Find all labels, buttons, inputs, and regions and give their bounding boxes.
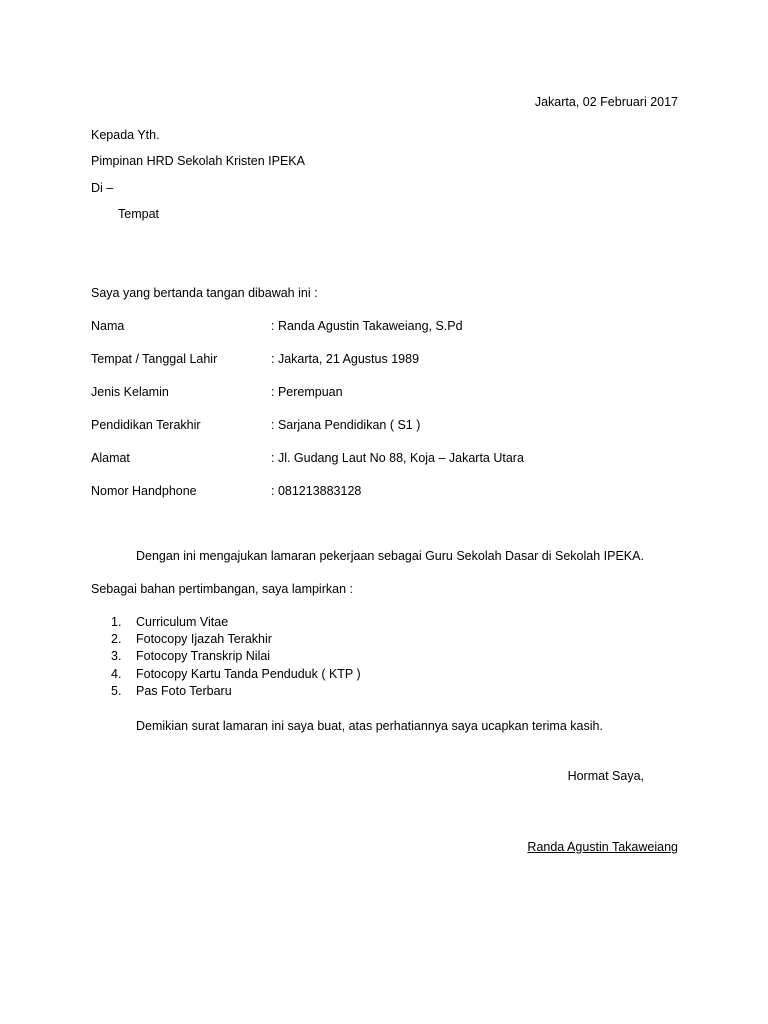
field-value-handphone: : 081213883128 [271, 484, 362, 498]
signature-name: Randa Agustin Takaweiang [527, 840, 678, 854]
attachments-intro: Sebagai bahan pertimbangan, saya lampirkan : [91, 582, 353, 596]
field-value-pendidikan: : Sarjana Pendidikan ( S1 ) [271, 418, 421, 432]
list-item-number: 1. [111, 615, 122, 629]
list-item-number: 3. [111, 649, 122, 663]
field-label-nama: Nama [91, 319, 125, 333]
field-value-jenis-kelamin: : Perempuan [271, 385, 343, 399]
list-item-ijazah: Fotocopy Ijazah Terakhir [136, 632, 272, 646]
list-item-transkrip: Fotocopy Transkrip Nilai [136, 649, 271, 663]
recipient-name: Pimpinan HRD Sekolah Kristen IPEKA [91, 154, 305, 168]
closing-paragraph: Demikian surat lamaran ini saya buat, atas perhatiannya saya ucapkan terima kasih. [136, 719, 603, 733]
recipient-greeting: Kepada Yth. [91, 128, 160, 142]
field-value-ttl: : Jakarta, 21 Agustus 1989 [271, 352, 420, 366]
recipient-place: Tempat [118, 207, 159, 221]
application-paragraph: Dengan ini mengajukan lamaran pekerjaan sebagai Guru Sekolah Dasar di Sekolah IPEKA. [136, 549, 644, 563]
field-value-alamat: : Jl. Gudang Laut No 88, Koja – Jakarta Utara [271, 451, 524, 465]
letter-date: Jakarta, 02 Februari 2017 [534, 95, 678, 109]
list-item-foto: Pas Foto Terbaru [136, 684, 232, 698]
list-item-number: 2. [111, 632, 122, 646]
field-label-pendidikan: Pendidikan Terakhir [91, 418, 201, 432]
field-label-handphone: Nomor Handphone [91, 484, 197, 498]
field-value-nama: : Randa Agustin Takaweiang, S.Pd [271, 319, 463, 333]
field-label-alamat: Alamat [91, 451, 130, 465]
field-label-ttl: Tempat / Tanggal Lahir [91, 352, 218, 366]
list-item-number: 4. [111, 667, 122, 681]
intro-text: Saya yang bertanda tangan dibawah ini : [91, 286, 318, 300]
list-item-cv: Curriculum Vitae [136, 615, 229, 629]
list-item-ktp: Fotocopy Kartu Tanda Penduduk ( KTP ) [136, 667, 361, 681]
closing-salutation: Hormat Saya, [567, 769, 644, 783]
recipient-di: Di – [91, 181, 114, 195]
list-item-number: 5. [111, 684, 122, 698]
field-label-jenis-kelamin: Jenis Kelamin [91, 385, 169, 399]
